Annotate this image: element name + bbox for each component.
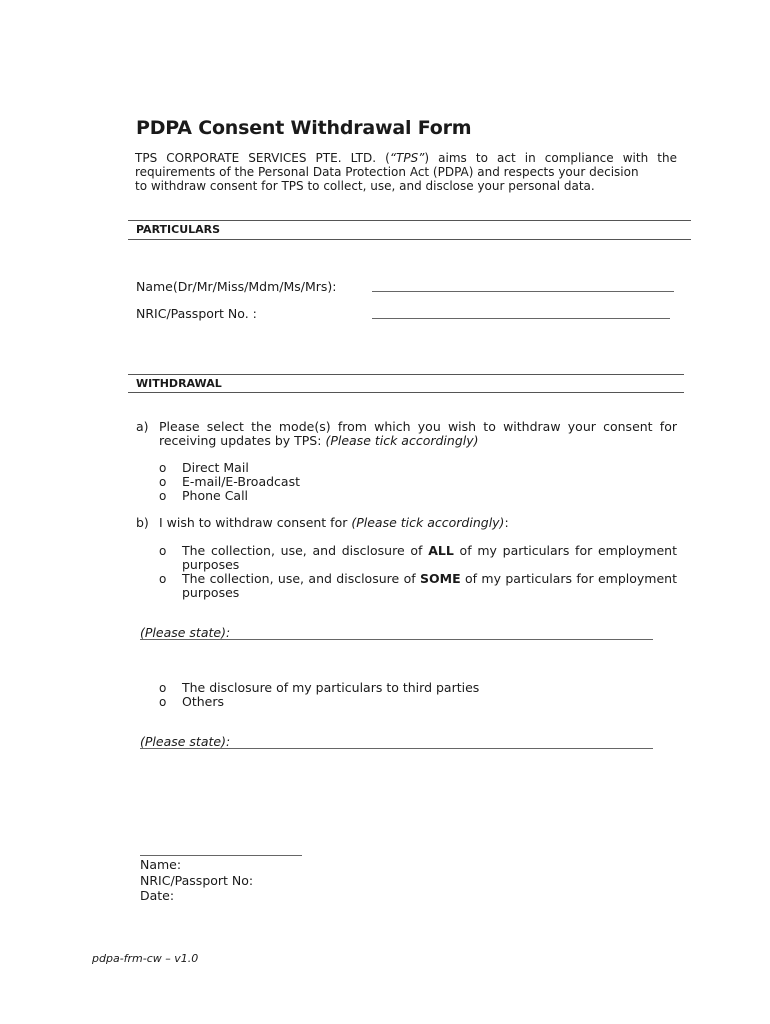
checkbox-bullet[interactable]: o xyxy=(159,695,167,709)
option-text-pre: The collection, use, and disclosure of xyxy=(182,571,416,586)
signature-name-label: Name: xyxy=(140,857,182,872)
intro-text-start: TPS CORPORATE SERVICES PTE. LTD. ( xyxy=(135,151,390,165)
item-b-question: I wish to withdraw consent for xyxy=(159,515,348,530)
intro-tps-quoted: “TPS” xyxy=(389,151,425,165)
intro-paragraph xyxy=(135,151,677,193)
item-a-marker: a) xyxy=(136,419,149,434)
name-label: Name(Dr/Mr/Miss/Mdm/Ms/Mrs): xyxy=(136,279,337,294)
checkbox-bullet[interactable]: o xyxy=(159,572,167,586)
signature-line[interactable] xyxy=(140,855,302,856)
page-title: PDPA Consent Withdrawal Form xyxy=(136,117,472,139)
item-b-hint: (Please tick accordingly) xyxy=(351,515,505,530)
item-b-colon: : xyxy=(504,515,509,530)
option-label: Phone Call xyxy=(182,488,249,503)
item-a-hint: (Please tick accordingly) xyxy=(325,433,479,448)
item-b-text xyxy=(159,516,679,530)
signature-date-label: Date: xyxy=(140,888,175,903)
please-state-label: (Please state): xyxy=(140,625,231,640)
checkbox-bullet[interactable]: o xyxy=(159,681,167,695)
item-b-marker: b) xyxy=(136,515,149,530)
section-rule-top xyxy=(128,220,691,221)
checkbox-bullet[interactable]: o xyxy=(159,489,167,503)
option-text-bold: SOME xyxy=(420,571,461,586)
option-text-post: of my particulars for employment purposes xyxy=(182,571,677,600)
intro-text-end: to withdraw consent for TPS to collect, use, and disclose your personal data. xyxy=(135,179,595,193)
name-field[interactable] xyxy=(372,291,674,292)
option-text-pre: The collection, use, and disclosure of xyxy=(182,543,423,558)
option-some-particulars[interactable] xyxy=(159,572,677,600)
nric-label: NRIC/Passport No. : xyxy=(136,306,257,321)
please-state-field[interactable] xyxy=(140,748,653,749)
section-rule-top xyxy=(128,374,684,375)
option-label: The disclosure of my particulars to third parties xyxy=(182,680,480,695)
option-label: Direct Mail xyxy=(182,460,249,475)
option-label: Others xyxy=(182,694,225,709)
option-text-post: of my particulars for employment purposes xyxy=(182,543,677,572)
signature-nric-label: NRIC/Passport No: xyxy=(140,873,254,888)
option-label xyxy=(182,544,677,572)
section-rule-bottom xyxy=(128,239,691,240)
checkbox-bullet[interactable]: o xyxy=(159,461,167,475)
checkbox-bullet[interactable]: o xyxy=(159,544,167,558)
footer-version: pdpa-frm-cw – v1.0 xyxy=(92,952,199,965)
please-state-field[interactable] xyxy=(140,639,653,640)
item-a-text xyxy=(159,420,677,448)
section-rule-bottom xyxy=(128,392,684,393)
option-text-bold: ALL xyxy=(428,543,454,558)
option-all-particulars[interactable] xyxy=(159,544,677,572)
option-label xyxy=(182,572,677,600)
withdrawal-heading: WITHDRAWAL xyxy=(136,377,222,390)
checkbox-bullet[interactable]: o xyxy=(159,475,167,489)
item-a-question: Please select the mode(s) from which you wish to withdraw your consent for receiving updates by TPS: xyxy=(159,419,677,448)
please-state-label: (Please state): xyxy=(140,734,231,749)
intro-text-middle: ) aims to act in compliance with the requirements of the Personal Data Protection Act (PDPA) and respects your decision xyxy=(135,151,677,179)
particulars-heading: PARTICULARS xyxy=(136,223,221,236)
option-label: E-mail/E-Broadcast xyxy=(182,474,300,489)
nric-field[interactable] xyxy=(372,318,670,319)
